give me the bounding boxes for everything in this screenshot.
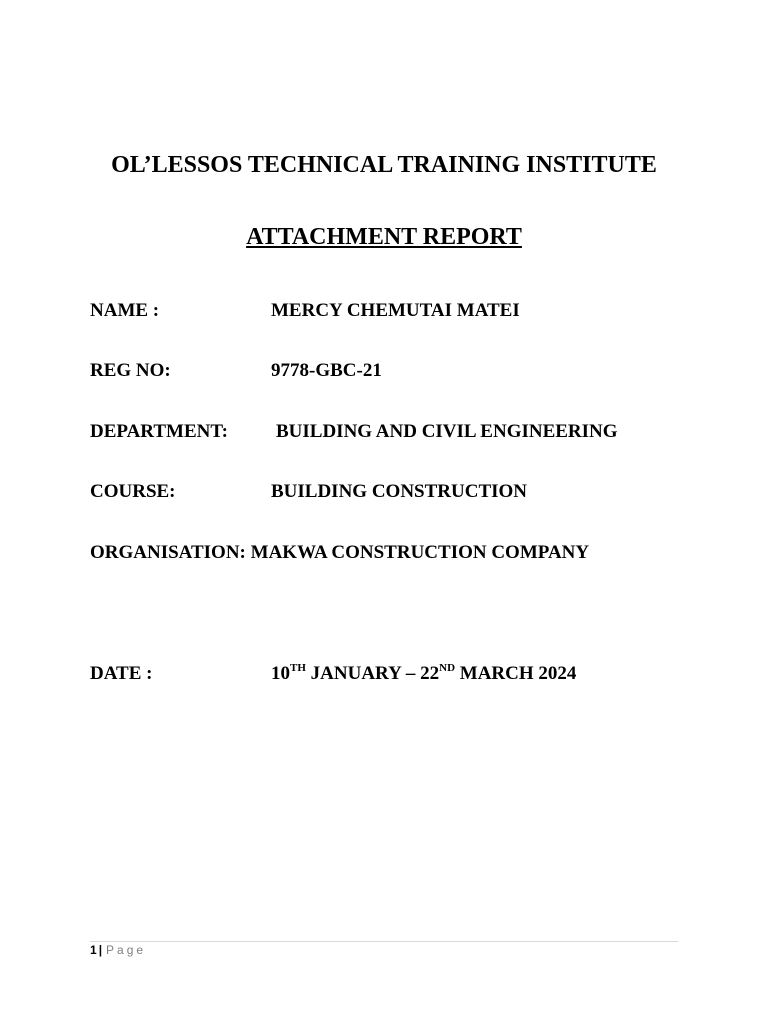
date-start-suffix: TH bbox=[290, 662, 306, 674]
institute-title: OL’LESSOS TECHNICAL TRAINING INSTITUTE bbox=[111, 152, 657, 178]
organisation-row bbox=[90, 542, 589, 564]
page-number: 1 bbox=[90, 943, 97, 957]
organisation-label: ORGANISATION: bbox=[90, 542, 246, 563]
date-value bbox=[271, 663, 576, 685]
department-value: BUILDING AND CIVIL ENGINEERING bbox=[276, 421, 618, 442]
date-start-month: JANUARY – 22 bbox=[305, 663, 440, 684]
footer-divider bbox=[90, 941, 678, 942]
date-start-day: 10 bbox=[271, 663, 290, 684]
department-label: DEPARTMENT: bbox=[90, 421, 228, 442]
department-row bbox=[90, 421, 618, 443]
organisation-value: MAKWA CONSTRUCTION COMPANY bbox=[250, 542, 590, 563]
course-value: BUILDING CONSTRUCTION bbox=[271, 481, 528, 502]
name-label: NAME : bbox=[90, 300, 160, 321]
page-footer bbox=[90, 943, 146, 957]
date-label: DATE : bbox=[90, 663, 153, 684]
page-separator: | bbox=[98, 943, 103, 957]
course-row bbox=[90, 481, 528, 503]
name-value: MERCY CHEMUTAI MATEI bbox=[271, 300, 520, 321]
reg-no-row bbox=[90, 360, 382, 382]
date-end-rest: MARCH 2024 bbox=[455, 663, 577, 684]
course-label: COURSE: bbox=[90, 481, 176, 502]
reg-no-value: 9778-GBC-21 bbox=[271, 360, 382, 381]
date-end-suffix: ND bbox=[439, 662, 456, 674]
page-label: Page bbox=[106, 943, 147, 957]
report-title: ATTACHMENT REPORT bbox=[246, 224, 522, 250]
date-row bbox=[90, 662, 577, 685]
reg-no-label: REG NO: bbox=[90, 360, 171, 381]
name-row bbox=[90, 300, 520, 322]
